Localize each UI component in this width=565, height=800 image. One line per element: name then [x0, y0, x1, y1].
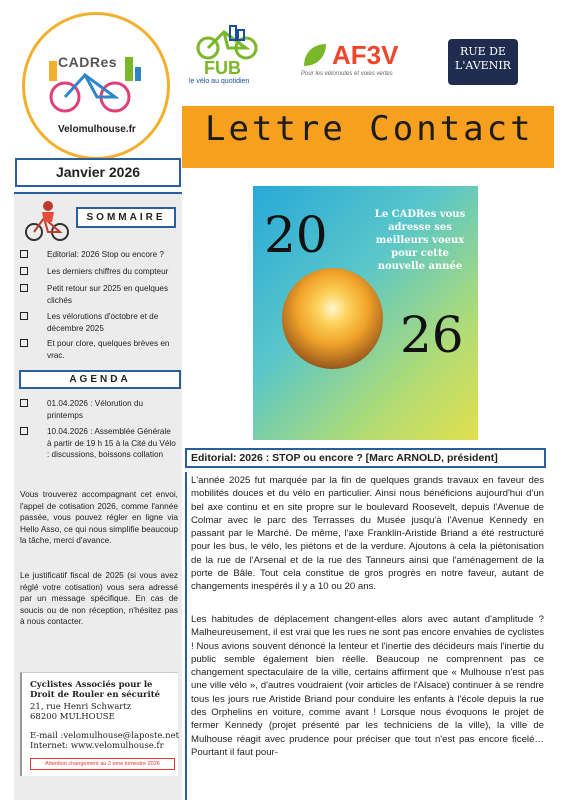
rue-line-1: RUE DE — [460, 45, 506, 58]
bicycle-logo-icon — [25, 15, 167, 157]
editorial-paragraph-1: L'année 2025 fut marquée par la fin de quelques grands travaux en faveur des mobilités douces et du vélo en particulier. Ainsi nous bénéficions aujourd'hui d'un bel axe continu et en site propre sur le boulevard Roosevelt, depuis l'Avenue de Colmar avec le parc des Terrasses du Musée jusqu'à l'Avenue Kennedy en passant par le Marché. De même, l'axe Franklin-Aristide Briand a été restructuré pour les bus, le vélo, les piétons et de la verdure. Ajoutons à cela la piétonisation de la rue de l'Arsenal et de la rue des Tanneurs ainsi que l'aménagement de la porte de Bâle. Tout cela constitue de gros progrès en notre faveur, autant de changements inespérés il y a 10 ou 20 ans. — [191, 475, 544, 593]
year-bottom: 26 — [400, 306, 464, 364]
checkbox-icon — [20, 250, 28, 258]
checkbox-icon — [20, 339, 28, 347]
contact-email[interactable]: E-mail :velomulhouse@laposte.net — [30, 731, 180, 741]
rue-line-2: L'AVENIR — [455, 59, 511, 72]
address-change-warning: Attention changement au 2 eme trimestre 2026 — [30, 758, 175, 770]
checkbox-icon — [20, 284, 28, 292]
agenda-heading: AGENDA — [19, 370, 181, 389]
sidebar-divider — [14, 192, 182, 194]
newsletter-title: Lettre Contact — [205, 109, 534, 149]
sommaire-heading: SOMMAIRE — [76, 207, 176, 228]
contact-street: 21, rue Henri Schwartz — [30, 702, 132, 712]
cadres-logo — [22, 12, 170, 160]
cyclist-illustration-icon — [22, 198, 72, 247]
sunset-image — [282, 268, 383, 369]
checkbox-icon — [20, 312, 28, 320]
af3v-name: AF3V — [332, 40, 399, 70]
fub-tagline: le vélo au quotidien — [189, 78, 250, 85]
tax-receipt-paragraph: Le justificatif fiscal de 2025 (si vous avez réglé votre cotisation) vous sera adressé par un message spécifique. En cas de soucis ou de non réception, n'hésitez pas à nous contacter. — [20, 570, 178, 626]
fub-name: FUB — [204, 58, 241, 78]
af3v-leaf-icon — [302, 42, 328, 73]
rue-de-lavenir-logo — [448, 39, 518, 85]
editorial-title: Editorial: 2026 : STOP ou encore ? [Marc ARNOLD, président] — [185, 448, 546, 468]
af3v-tagline: Pour les véloroutes et voies vertes — [301, 71, 393, 77]
issue-date: Janvier 2026 — [15, 158, 181, 187]
checkbox-icon — [20, 427, 28, 435]
editorial-paragraph-2: Les habitudes de déplacement changent-elles alors avec autant d'amplitude ? Malheureusement, il est vrai que les rues ne sont pas encore envahies de cyclistes ! Nous avions souvent dénoncé la lenteur et l'inertie des décideurs mais l'inertie du public semble également bien réelle. Beaucoup ne comprennent pas ce changement spectaculaire de la ville, certains affirment que « Mulhouse n'est pas une ville vélo », d'autres voudraient (voir articles de l'Alsace) continuer à se rendre tous les jours rue Aristide Briand pour conduire les enfants à l'école depuis la rue des Orphelins en voiture, comme avant ! Lorsque nous évoquons le projet de fermer Kennedy (projet présenté par les techniciens de la ville), la ville de Mulhouse réagit avec prudence pour préciser que tout n'est pas encore ficelé… Pourtant il faut pour- — [191, 614, 544, 758]
membership-paragraph: Vous trouverez accompagnant cet envoi, l'appel de cotisation 2026, comme l'année passée, vous pouvez régler en ligne via Hello Asso, ce qui nous simplifie beaucoup la tâche, merci d'avance. — [20, 489, 178, 545]
logo-name: CADRes — [58, 54, 118, 70]
contact-title: Cyclistes Associés pour le Droit de Rouler en sécurité — [30, 680, 161, 700]
checkbox-icon — [20, 399, 28, 407]
contact-website[interactable]: Internet: www.velomulhouse.fr — [30, 741, 164, 751]
year-top: 20 — [264, 206, 328, 264]
logo-site: Velomulhouse.fr — [58, 124, 136, 135]
checkbox-icon — [20, 267, 28, 275]
contact-city: 68200 MULHOUSE — [30, 712, 115, 722]
new-year-wish: Le CADRes vous adresse ses meilleurs voeux pour cette nouvelle année — [374, 209, 466, 272]
editorial-rule — [185, 472, 187, 800]
